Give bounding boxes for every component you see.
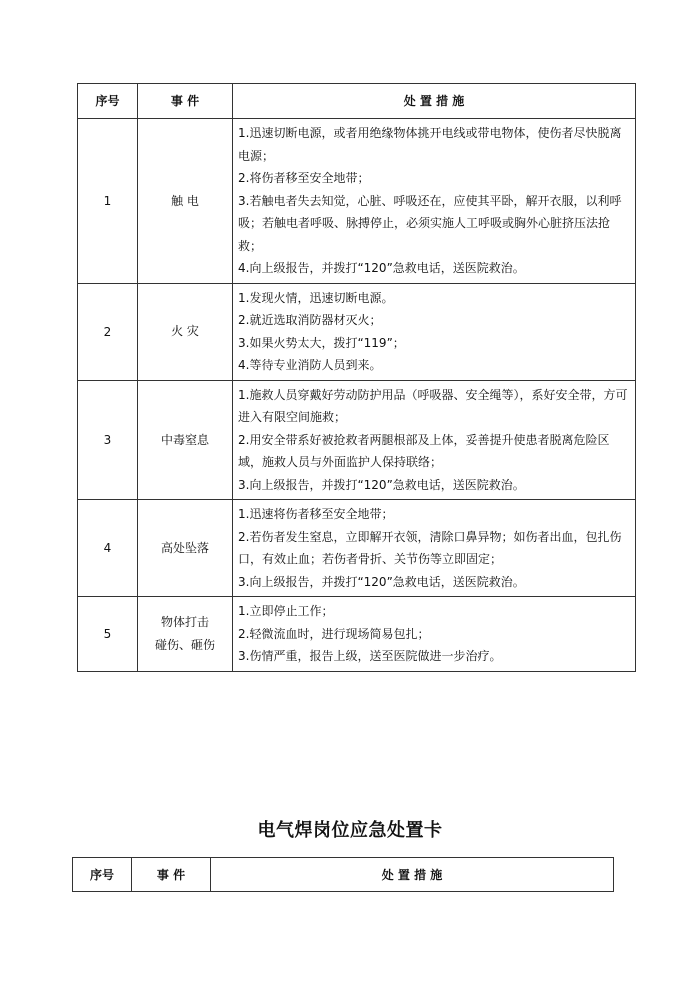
measure-item: 1.立即停止工作； — [238, 604, 334, 618]
header-event: 事 件 — [138, 84, 233, 119]
header-event: 事 件 — [132, 858, 211, 892]
measures-cell — [233, 380, 636, 500]
event-cell — [138, 597, 233, 672]
table-header-row — [78, 84, 636, 119]
measure-item: 2.轻微流血时，进行现场简易包扎； — [238, 626, 430, 641]
event-label: 触 电 — [171, 193, 199, 208]
measure-item: 3.伤情严重，报告上级，送至医院做进一步治疗。 — [238, 649, 502, 663]
measure-item: 3.向上级报告，并拨打“120”急救电话，送医院救治。 — [238, 477, 525, 492]
event-cell — [138, 500, 233, 597]
event-label: 火 灾 — [171, 324, 199, 339]
event-label: 中毒窒息 — [160, 432, 209, 447]
event-label: 高处坠落 — [160, 540, 209, 555]
header-no: 序号 — [78, 84, 138, 119]
measure-item: 4.等待专业消防人员到来。 — [238, 358, 382, 372]
header-measures: 处 置 措 施 — [233, 84, 636, 119]
header-no: 序号 — [73, 858, 132, 892]
welding-emergency-table — [72, 857, 614, 892]
header-measures: 处 置 措 施 — [211, 858, 614, 892]
table-row — [78, 500, 636, 597]
measure-item: 2.用安全带系好被抢救者两腿根部及上体，妥善提升使患者脱离危险区域，施救人员与外面监护人保持联络； — [238, 432, 610, 469]
measure-item: 1.发现火情，迅速切断电源。 — [238, 290, 394, 305]
section-title: 电气焊岗位应急处置卡 — [257, 820, 443, 841]
measure-item: 2.将伤者移至安全地带； — [238, 171, 370, 185]
measures-cell — [233, 500, 636, 597]
table-row — [78, 119, 636, 284]
measures-cell — [233, 119, 636, 284]
measure-item: 3.向上级报告，并拨打“120”急救电话，送医院救治。 — [238, 574, 525, 589]
measure-item: 2.若伤者发生窒息，立即解开衣领，清除口鼻异物；如伤者出血，包扎伤口，有效止血；若伤者骨折、关节伤等立即固定； — [238, 529, 622, 566]
measures-cell — [233, 597, 636, 672]
event-label: 碰伤、砸伤 — [154, 637, 215, 652]
measure-item: 2.就近选取消防器材灭火； — [238, 313, 382, 327]
row-number: 3 — [78, 380, 138, 500]
table-row — [78, 283, 636, 380]
row-number: 2 — [78, 283, 138, 380]
table-row — [78, 597, 636, 672]
measures-cell — [233, 283, 636, 380]
row-number: 5 — [78, 597, 138, 672]
event-cell — [138, 283, 233, 380]
measure-item: 1.迅速切断电源，或者用绝缘物体挑开电线或带电物体，使伤者尽快脱离电源； — [238, 126, 622, 163]
measure-item: 4.向上级报告，并拨打“120”急救电话，送医院救治。 — [238, 261, 525, 275]
table-header-row — [73, 858, 614, 892]
measure-item: 1.施救人员穿戴好劳动防护用品（呼吸器、安全绳等），系好安全带，方可进入有限空间施救； — [238, 387, 628, 424]
row-number: 4 — [78, 500, 138, 597]
event-label: 物体打击 — [160, 615, 209, 630]
measure-item: 1.迅速将伤者移至安全地带； — [238, 507, 394, 521]
emergency-table — [77, 83, 636, 672]
event-cell — [138, 380, 233, 500]
table-row — [78, 380, 636, 500]
row-number: 1 — [78, 119, 138, 284]
measure-item: 3.若触电者失去知觉，心脏、呼吸还在，应使其平卧，解开衣服，以利呼吸；若触电者呼吸、脉搏停止，必须实施人工呼吸或胸外心脏挤压法抢救； — [238, 193, 622, 253]
measure-item: 3.如果火势太大，拨打“119”； — [238, 335, 405, 350]
event-cell — [138, 119, 233, 284]
